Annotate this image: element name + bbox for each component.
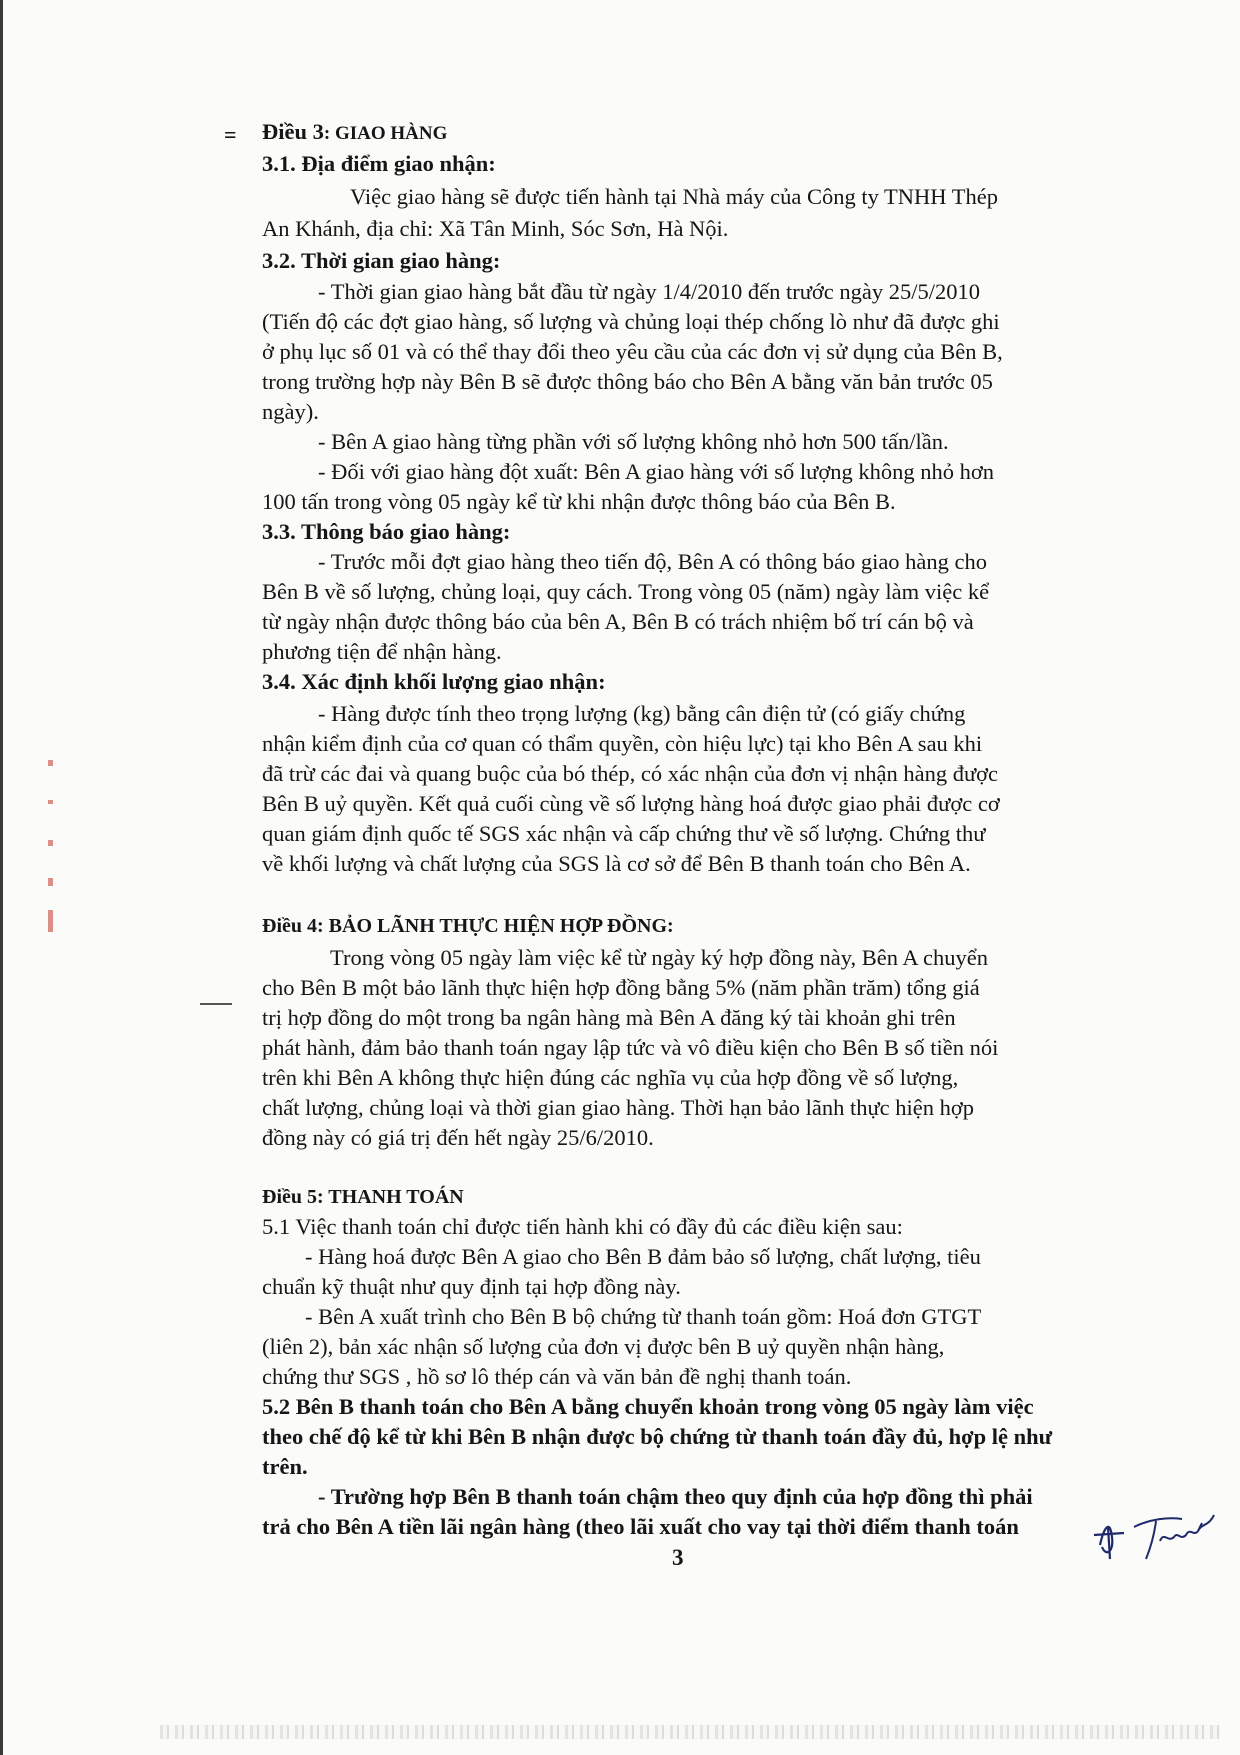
text-line: - Hàng được tính theo trọng lượng (kg) bằng cân điện tử (có giấy chứng: [318, 701, 966, 726]
scan-artifact: [160, 1725, 1220, 1739]
text-line: - Trước mỗi đợt giao hàng theo tiến độ, Bên A có thông báo giao hàng cho: [318, 549, 988, 574]
text-line: - Hàng hoá được Bên A giao cho Bên B đảm bảo số lượng, chất lượng, tiêu: [305, 1244, 981, 1269]
text-line: trong trường hợp này Bên B sẽ được thông báo cho Bên A bằng văn bản trước 05: [262, 369, 993, 394]
text-line: Trong vòng 05 ngày làm việc kể từ ngày ký hợp đồng này, Bên A chuyển: [330, 945, 988, 970]
text-line: - Đối với giao hàng đột xuất: Bên A giao hàng với số lượng không nhỏ hơn: [318, 459, 994, 484]
section-3-4-heading: 3.4. Xác định khối lượng giao nhận:: [262, 669, 606, 694]
text-line: trả cho Bên A tiền lãi ngân hàng (theo lãi xuất cho vay tại thời điểm thanh toán: [262, 1514, 1019, 1539]
text-line: phát hành, đảm bảo thanh toán ngay lập tức và vô điều kiện cho Bên B số tiền nói: [262, 1035, 999, 1060]
svg-text:Tuyết: Tuyết: [1140, 1537, 1143, 1538]
text-line: trên khi Bên A không thực hiện đúng các nghĩa vụ của hợp đồng về số lượng,: [262, 1065, 959, 1090]
text-line: đã trừ các đai và quang buộc của bó thép, có xác nhận của đơn vị nhận hàng được: [262, 761, 999, 786]
margin-dash: [200, 1003, 232, 1005]
text-line: An Khánh, địa chỉ: Xã Tân Minh, Sóc Sơn, Hà Nội.: [262, 216, 729, 241]
text-line: Việc giao hàng sẽ được tiến hành tại Nhà máy của Công ty TNHH Thép: [350, 184, 998, 209]
page-number: 3: [672, 1545, 684, 1570]
text-line: 5.2 Bên B thanh toán cho Bên A bằng chuyển khoản trong vòng 05 ngày làm việc: [262, 1394, 1034, 1419]
text-line: đồng này có giá trị đến hết ngày 25/6/2010.: [262, 1125, 654, 1150]
text-line: - Trường hợp Bên B thanh toán chậm theo quy định của hợp đồng thì phải: [318, 1484, 1033, 1509]
margin-dash-mark: =: [224, 122, 237, 147]
text-line: - Bên A xuất trình cho Bên B bộ chứng từ thanh toán gồm: Hoá đơn GTGT: [305, 1304, 982, 1329]
text-line: ngày).: [262, 399, 319, 424]
scan-margin-marks: [48, 760, 58, 970]
text-line: quan giám định quốc tế SGS xác nhận và cấp chứng thư về số lượng. Chứng thư: [262, 821, 986, 846]
text-line: chất lượng, chủng loại và thời gian giao hàng. Thời hạn bảo lãnh thực hiện hợp: [262, 1095, 975, 1120]
text-line: chuẩn kỹ thuật như quy định tại hợp đồng này.: [262, 1274, 681, 1299]
section-3-1-heading: 3.1. Địa điểm giao nhận:: [262, 151, 496, 176]
text-line: 5.1 Việc thanh toán chỉ được tiến hành khi có đầy đủ các điều kiện sau:: [262, 1214, 903, 1239]
text-line: 100 tấn trong vòng 05 ngày kể từ khi nhận được thông báo của Bên B.: [262, 489, 896, 514]
text-line: về khối lượng và chất lượng của SGS là cơ sở để Bên B thanh toán cho Bên A.: [262, 851, 971, 876]
article3-heading: Điều 3: GIAO HÀNG: [262, 119, 448, 144]
text-line: Bên B uỷ quyền. Kết quả cuối cùng về số lượng hàng hoá được giao phải được cơ: [262, 791, 1000, 816]
article5-heading: Điều 5: THANH TOÁN: [262, 1186, 464, 1208]
signature-initials: [1090, 1497, 1230, 1567]
article4-heading: Điều 4: BẢO LÃNH THỰC HIỆN HỢP ĐỒNG:: [262, 915, 674, 937]
section-3-2-heading: 3.2. Thời gian giao hàng:: [262, 248, 501, 273]
text-line: - Thời gian giao hàng bắt đầu từ ngày 1/4/2010 đến trước ngày 25/5/2010: [318, 279, 981, 304]
text-line: cho Bên B một bảo lãnh thực hiện hợp đồng bằng 5% (năm phần trăm) tổng giá: [262, 975, 980, 1000]
text-line: trị hợp đồng do một trong ba ngân hàng mà Bên A đăng ký tài khoản ghi trên: [262, 1005, 956, 1030]
text-line: theo chế độ kể từ khi Bên B nhận được bộ chứng từ thanh toán đầy đủ, hợp lệ như: [262, 1424, 1053, 1449]
text-line: nhận kiểm định của cơ quan có thẩm quyền, còn hiệu lực) tại kho Bên A sau khi: [262, 731, 983, 756]
text-line: chứng thư SGS , hồ sơ lô thép cán và văn bản đề nghị thanh toán.: [262, 1364, 852, 1389]
text-line: phương tiện để nhận hàng.: [262, 639, 502, 664]
text-line: (Tiến độ các đợt giao hàng, số lượng và chủng loại thép chống lò như đã được ghi: [262, 309, 1000, 334]
text-line: ở phụ lục số 01 và có thể thay đổi theo yêu cầu của các đơn vị sử dụng của Bên B,: [262, 339, 1003, 364]
text-line: Bên B về số lượng, chủng loại, quy cách. Trong vòng 05 (năm) ngày làm việc kể: [262, 579, 990, 604]
scan-left-edge: [0, 0, 3, 1755]
section-3-3-heading: 3.3. Thông báo giao hàng:: [262, 519, 511, 544]
text-line: trên.: [262, 1454, 308, 1479]
text-line: (liên 2), bản xác nhận số lượng của đơn vị được bên B uỷ quyền nhận hàng,: [262, 1334, 945, 1359]
text-line: từ ngày nhận được thông báo của bên A, Bên B có trách nhiệm bố trí cán bộ và: [262, 609, 974, 634]
text-line: - Bên A giao hàng từng phần với số lượng không nhỏ hơn 500 tấn/lần.: [318, 429, 949, 454]
